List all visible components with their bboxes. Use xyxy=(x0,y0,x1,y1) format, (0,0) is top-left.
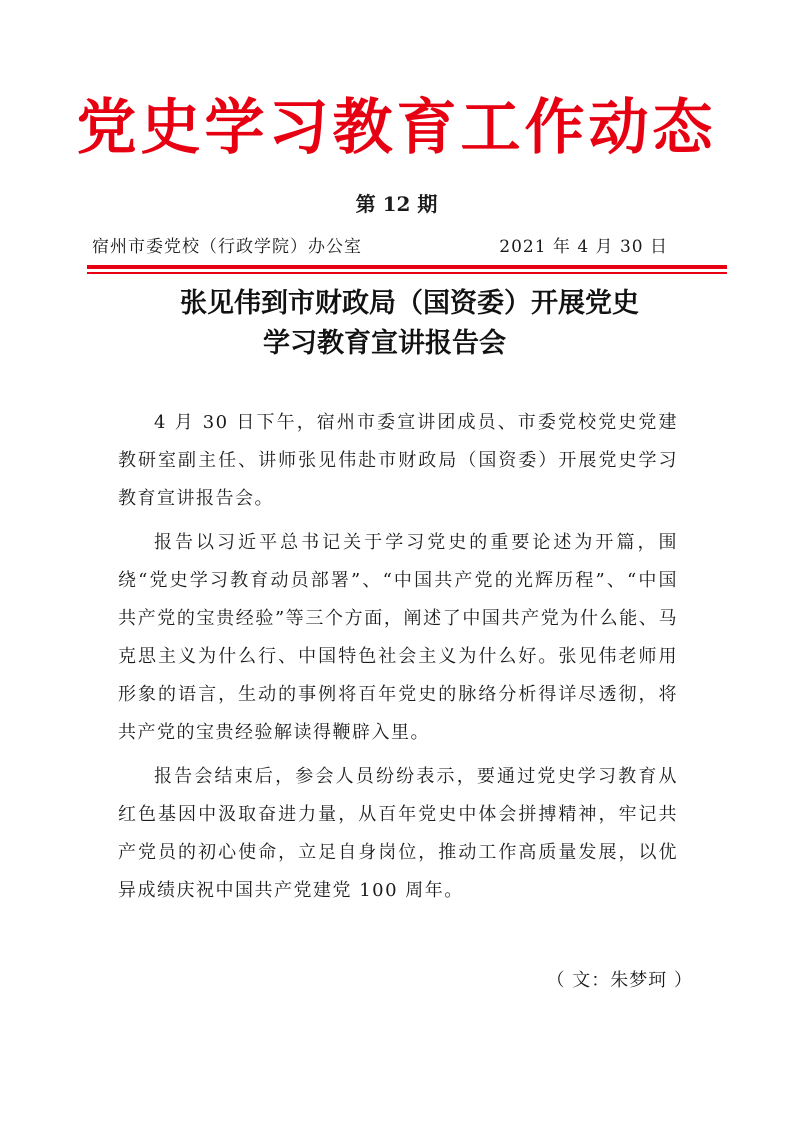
masthead-title: 党史学习教育工作动态 xyxy=(76,93,717,163)
paragraph: 报告会结束后，参会人员纷纷表示，要通过党史学习教育从红色基因中汲取奋进力量，从百年党史中体会拼搏精神，牢记共产党员的初心使命，立足自身岗位，推动工作高质量发展，以优异成绩庆祝中国共产党建党 100 周年。 xyxy=(118,766,678,901)
paragraph: 报告以习近平总书记关于学习党史的重要论述为开篇，围绕“党史学习教育动员部署”、“中国共产党的光辉历程”、“中国共产党的宝贵经验”等三个方面，阐述了中国共产党为什么能、马克思主义为什么行、中国特色社会主义为什么好。张见伟老师用形象的语言，生动的事例将百年党史的脉络分析得详尽透彻，将共产党的宝贵经验解读得鞭辟入里。 xyxy=(118,532,678,743)
article-body xyxy=(118,404,678,916)
issuer-office: 宿州市委党校（行政学院）办公室 xyxy=(92,237,362,257)
paragraph: 4 月 30 日下午，宿州市委宣讲团成员、市委党校党史党建教研室副主任、讲师张见伟赴市财政局（国资委）开展党史学习教育宣讲报告会。 xyxy=(118,412,678,509)
article-title xyxy=(100,284,700,364)
author-credit: （ 文：朱梦珂 ） xyxy=(546,970,693,991)
issue-number: 第 12 期 xyxy=(355,192,438,216)
publish-date: 2021 年 4 月 30 日 xyxy=(499,237,668,257)
header-rule-thick xyxy=(87,265,727,269)
article-title-line-1: 张见伟到市财政局（国资委）开展党史 xyxy=(180,288,639,319)
article-title-line-2: 学习教育宣讲报告会 xyxy=(263,328,506,359)
header-rule-thin xyxy=(87,272,727,274)
